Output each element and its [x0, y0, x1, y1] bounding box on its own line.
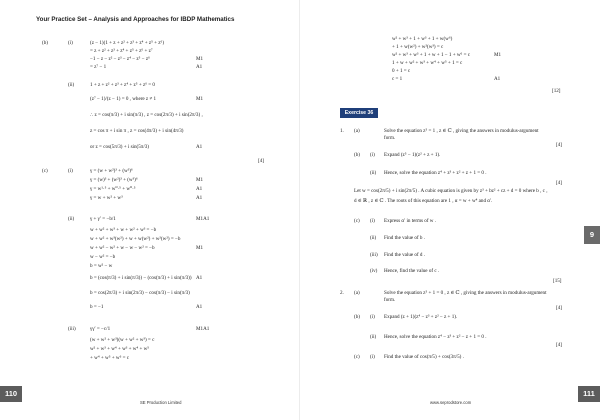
mark-label: A1	[196, 186, 203, 192]
working-line: γ = w¹·⁵ + w⁰·⁵ + w⁰·⁵	[90, 186, 136, 192]
working-line: + 1 + w(w²) + w²(w³) = c	[392, 44, 444, 50]
working-line: γ = w + w² + w³	[90, 195, 123, 201]
working-line: w + w² − w² + w − w − w² = −b	[90, 245, 155, 251]
q2c-text: Find the value of cos(π/5) + cos(3π/5) .	[384, 354, 464, 360]
working-line: w − w² = −b	[90, 254, 116, 260]
footer-publisher: SE Production Limited	[140, 400, 182, 405]
working-line: γ = (w + w²)³ + (w³)⁶	[90, 168, 133, 174]
q1-part-a-label: (a)	[354, 128, 360, 134]
mark-label: M1	[196, 56, 204, 62]
q1b-i-label: (i)	[370, 152, 375, 158]
working-line: = z⁷ − 1	[90, 64, 107, 70]
mark-total: [4]	[556, 342, 562, 348]
working-line: (z − 1)(1 + z + z² + z³ + z⁴ + z⁵ + z⁶)	[90, 40, 165, 46]
q1b-ii-label: (ii)	[370, 170, 377, 176]
q1-let-statement: Let w = cos(2π/5) + i sin(2π/5) . A cubic equation is given by z³ + bz² + cz + d = 0 where b , c ,	[354, 188, 548, 194]
mark-label: M1	[494, 52, 502, 58]
q2-part-a-label: (a)	[354, 290, 360, 296]
q1c-i-label: (i)	[370, 218, 375, 224]
q2a-text-cont: form.	[384, 297, 396, 303]
q1c-iv-label: (iv)	[370, 268, 378, 274]
working-line: + w⁴ + w⁵ + w⁶ = c	[90, 355, 130, 361]
working-line: 1 + z + z² + z³ + z⁴ + z⁵ + z⁶ = 0	[90, 82, 155, 88]
q1civ-text: Hence, find the value of c .	[384, 268, 440, 274]
q1ci-text: Express α′ in terms of w .	[384, 218, 437, 224]
mark-total: [4]	[258, 158, 264, 164]
mark-total: [15]	[553, 278, 562, 284]
mark-label: M1A1	[196, 216, 210, 222]
question-2-number: 2.	[340, 290, 344, 296]
mark-label: A1	[196, 195, 203, 201]
mark-label: A1	[494, 76, 501, 82]
mark-total: [4]	[556, 305, 562, 311]
footer-url: www.seprodstore.com	[430, 400, 472, 405]
mark-label: M1	[196, 96, 204, 102]
working-line: = z + z² + z³ + z⁴ + z⁵ + z⁶ + z⁷	[90, 48, 153, 54]
q1a-text-cont: form.	[384, 135, 396, 141]
working-line: (z⁷ − 1)/(z − 1) = 0 , where z ≠ 1	[90, 96, 157, 102]
q1-part-b-label: (b)	[354, 152, 360, 158]
part-c-ii-label: (ii)	[68, 216, 75, 222]
mark-total: [4]	[556, 142, 562, 148]
q1bi-text: Expand (z⁵ − 1)(z² + z + 1).	[384, 152, 441, 158]
q1a-text: Solve the equation z⁵ = 1 , z ∈ ℂ , giving the answers in modulus-argument	[384, 128, 539, 134]
page-number-right: 111	[578, 386, 600, 402]
page-number-left: 110	[0, 386, 22, 402]
working-line: γγ′ = −c/1	[90, 326, 111, 332]
q1cii-text: Find the value of b .	[384, 235, 426, 241]
q2bii-text: Hence, solve the equation z⁴ − z³ + z² − z + 1 = 0 .	[384, 334, 487, 340]
mark-label: M1	[196, 177, 204, 183]
part-c-i-label: (i)	[68, 168, 73, 174]
working-line: (w + w² + w³)(w + w² + w³) = c	[90, 337, 155, 343]
working-line: b = cos(2π/3) + i sin(2π/3) − cos(π/3) − i sin(π/3)	[90, 290, 190, 296]
mark-label: M1	[196, 245, 204, 251]
working-line: b = w² − w	[90, 263, 113, 269]
working-line: w² + w³ + 1 + w³ + 1 + w(w⁶)	[392, 36, 453, 42]
working-line: b = (cos(π/3) + i sin(π/3)) − (cos(π/3) + i sin(π/3))	[90, 275, 192, 281]
q1c-iii-label: (iii)	[370, 252, 378, 258]
mark-label: M1A1	[196, 326, 210, 332]
part-c-label: (c)	[42, 168, 48, 174]
q2b-ii-label: (ii)	[370, 334, 377, 340]
part-b-ii-label: (ii)	[68, 82, 75, 88]
working-line: or z = cos(5π/3) + i sin(5π/3)	[90, 144, 149, 150]
q2-part-b-label: (b)	[354, 314, 360, 320]
q2c-i-label: (i)	[370, 354, 375, 360]
mark-label: A1	[196, 304, 203, 310]
working-line: b = −1	[90, 304, 104, 310]
q2-part-c-label: (c)	[354, 354, 360, 360]
q1c-ii-label: (ii)	[370, 235, 377, 241]
question-1-number: 1.	[340, 128, 344, 134]
working-line: −1 − z − z² − z³ − z⁴ − z⁵ − z⁶	[90, 56, 150, 62]
part-b-label: (b)	[42, 40, 48, 46]
part-c-iii-label: (iii)	[68, 326, 76, 332]
q1-part-c-label: (c)	[354, 218, 360, 224]
mark-label: A1	[196, 64, 203, 70]
working-line: γ = (w)³ + (w²)³ + (w³)⁶	[90, 177, 138, 183]
q1ciii-text: Find the value of d .	[384, 252, 426, 258]
working-line: ∴ z = cos(π/3) + i sin(π/3) , z = cos(2π/3) + i sin(2π/3) ,	[90, 112, 203, 118]
working-line: 1 + w + w² + w³ + w⁴ + w⁵ + 1 = c	[392, 60, 463, 66]
q2b-i-label: (i)	[370, 314, 375, 320]
running-header: Your Practice Set – Analysis and Approaches for IBDP Mathematics	[36, 16, 235, 23]
q2bi-text: Expand (z + 1)(z⁴ − z³ + z² − z + 1).	[384, 314, 458, 320]
working-line: 0 + 1 = c	[392, 68, 411, 74]
q1bii-text: Hence, solve the equation z⁴ + z³ + z² + z + 1 = 0 .	[384, 170, 487, 176]
mark-label: A1	[196, 275, 203, 281]
working-line: z = cos π + i sin π , z = cos(4π/3) + i sin(4π/3)	[90, 128, 184, 134]
chapter-tab: 9	[584, 226, 600, 244]
mark-label: A1	[196, 144, 203, 150]
mark-total: [4]	[556, 180, 562, 186]
q2a-text: Solve the equation z⁵ + 1 = 0 , z ∈ ℂ , giving the answers in modulus-argument	[384, 290, 547, 296]
working-line: w² + w³ + w⁴ + w³ + w⁴ + w⁵	[90, 346, 150, 352]
working-line: w² + w³ + w³ + 1 + w + 1 − 1 + w⁶ = c	[392, 52, 471, 58]
working-line: w + w² + w³(w²) + w + w(w²) + w²(w²) = −b	[90, 236, 181, 242]
exercise-heading: Exercise 36	[340, 108, 378, 118]
page-gutter	[299, 0, 300, 420]
mark-total: [12]	[552, 88, 561, 94]
working-line: γ + γ′ = −b/1	[90, 216, 116, 222]
working-line: c = 1	[392, 76, 403, 82]
q1-let-statement-cont: d ∈ ℝ , z ∈ ℂ . The roots of this equation are 1 , α = w + w⁴ and α′.	[354, 198, 493, 204]
part-b-i-label: (i)	[68, 40, 73, 46]
working-line: w + w² + w³ + w + w² + w³ = −b	[90, 227, 157, 233]
